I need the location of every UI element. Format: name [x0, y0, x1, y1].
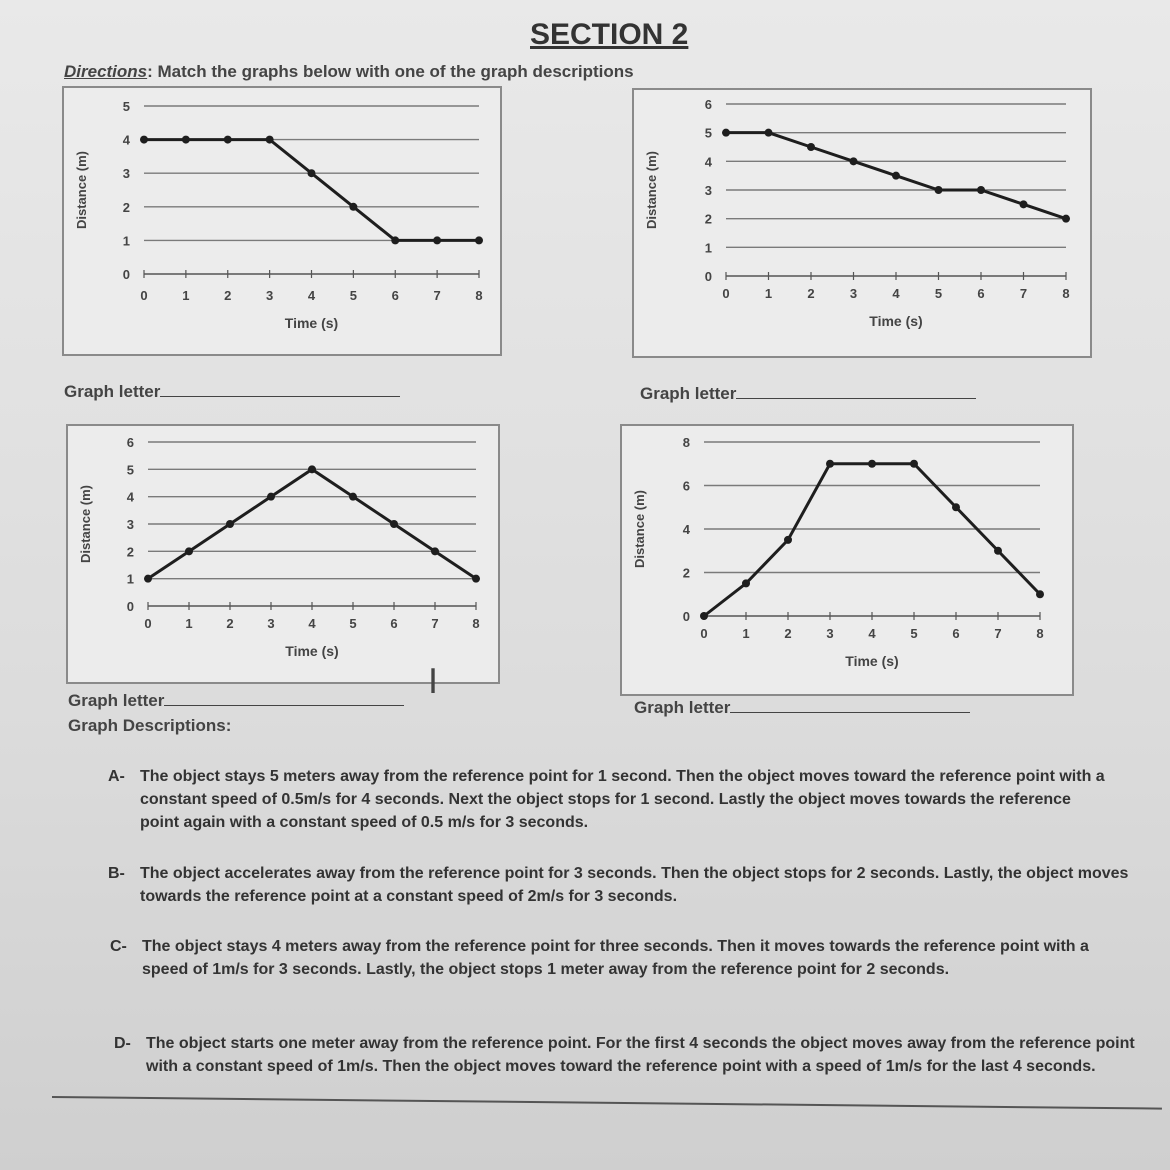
chart-4	[622, 426, 1072, 694]
x-axis-label: Time (s)	[869, 313, 923, 329]
x-tick-label: 1	[182, 288, 190, 303]
y-tick-label: 4	[126, 489, 134, 505]
data-point	[868, 460, 876, 468]
x-tick-label: 0	[722, 286, 730, 301]
data-point	[308, 169, 316, 177]
x-tick-label: 6	[977, 286, 985, 301]
graph-letter-3	[68, 691, 404, 711]
description-letter: A-	[108, 768, 125, 785]
description-d	[114, 1032, 1136, 1078]
data-point	[977, 186, 985, 194]
data-point	[722, 129, 730, 137]
data-point	[472, 575, 480, 583]
x-tick-label: 4	[308, 616, 316, 631]
y-tick-label: 1	[704, 240, 712, 256]
y-tick-label: 2	[126, 544, 134, 560]
x-tick-label: 8	[1062, 286, 1070, 301]
y-axis-label: Distance (m)	[644, 150, 659, 230]
y-tick-label: 6	[126, 435, 134, 450]
x-tick-label: 7	[431, 616, 439, 631]
x-axis-label: Time (s)	[284, 315, 339, 331]
data-point	[765, 129, 773, 137]
x-tick-label: 0	[144, 616, 152, 631]
x-tick-label: 7	[433, 288, 441, 303]
y-axis-label: Distance (m)	[78, 484, 93, 564]
data-point	[144, 575, 152, 583]
description-text: The object starts one meter away from the reference point. For the first 4 seconds the object moves away from the reference point with a constant speed of 1m/s. Then the object moves toward the reference point with a speed of 1m/s for the last 4 seconds.	[146, 1035, 1135, 1075]
y-tick-label: 1	[126, 571, 134, 587]
y-tick-label: 6	[682, 478, 690, 494]
x-tick-label: 1	[764, 286, 773, 301]
y-tick-label: 3	[704, 183, 712, 198]
data-point	[391, 236, 399, 244]
y-axis-label: Distance (m)	[632, 489, 647, 569]
y-tick-label: 4	[122, 132, 130, 148]
description-text: The object stays 4 meters away from the reference point for three seconds. Then it moves towards the reference point with a speed of 1m/s for 3 seconds. Lastly, the object stops 1 meter away from the reference point for 2 seconds.	[142, 938, 1089, 978]
description-text: The object stays 5 meters away from the reference point for 1 second. Then the object moves toward the reference point with a constant speed of 0.5m/s for 4 seconds. Next the object stops for 1 second. Lastly the object moves towards the reference point again with a constant speed of 0.5 m/s for 3 seconds.	[140, 768, 1105, 831]
data-point	[1036, 590, 1044, 598]
x-tick-label: 2	[226, 616, 234, 631]
x-tick-label: 3	[849, 286, 858, 301]
graph-letter-label: Graph letter	[68, 691, 165, 710]
x-tick-label: 6	[390, 616, 398, 631]
y-tick-label: 0	[704, 269, 712, 284]
graph-letter-4	[634, 698, 970, 718]
graph-letter-label: Graph letter	[634, 698, 731, 717]
data-point	[182, 136, 190, 144]
description-letter: B-	[108, 865, 125, 882]
x-tick-label: 5	[349, 616, 357, 631]
x-tick-label: 4	[307, 288, 316, 303]
y-tick-label: 3	[126, 517, 134, 532]
x-tick-label: 7	[994, 626, 1002, 641]
data-point	[226, 520, 234, 528]
description-letter: C-	[110, 938, 127, 955]
data-point	[433, 236, 441, 244]
data-point	[807, 143, 815, 151]
x-tick-label: 2	[784, 626, 792, 641]
chart-3-frame	[66, 424, 500, 684]
x-tick-label: 3	[826, 626, 834, 641]
x-axis-label: Time (s)	[845, 653, 899, 669]
text-cursor-icon: I	[428, 662, 439, 702]
x-tick-label: 3	[267, 616, 275, 631]
description-a	[108, 765, 1110, 834]
series-line	[704, 464, 1040, 616]
graph-letter-blank-1[interactable]	[160, 382, 400, 397]
x-tick-label: 4	[868, 626, 876, 641]
graph-letter-blank-2[interactable]	[736, 384, 976, 399]
x-axis-label: Time (s)	[285, 643, 339, 659]
y-tick-label: 1	[122, 233, 130, 249]
data-point	[935, 186, 943, 194]
y-tick-label: 5	[704, 125, 712, 141]
chart-4-frame	[620, 424, 1074, 696]
y-tick-label: 0	[122, 267, 130, 282]
data-point	[475, 236, 483, 244]
x-tick-label: 2	[807, 286, 815, 301]
data-point	[308, 465, 316, 473]
x-tick-label: 5	[934, 286, 943, 301]
x-tick-label: 8	[475, 288, 483, 303]
data-point	[390, 520, 398, 528]
chart-1	[64, 88, 500, 354]
y-tick-label: 0	[126, 599, 134, 614]
data-point	[224, 136, 232, 144]
graph-letter-blank-4[interactable]	[730, 698, 970, 713]
x-tick-label: 6	[952, 626, 960, 641]
chart-2	[634, 90, 1090, 356]
chart-2-frame	[632, 88, 1092, 358]
chart-1-frame	[62, 86, 502, 356]
data-point	[826, 460, 834, 468]
x-tick-label: 6	[391, 288, 399, 303]
directions	[64, 62, 634, 82]
graph-letter-label: Graph letter	[64, 382, 161, 401]
x-tick-label: 8	[472, 616, 480, 631]
data-point	[1062, 215, 1070, 223]
x-tick-label: 1	[185, 616, 193, 631]
data-point	[742, 579, 750, 587]
data-point	[185, 547, 193, 555]
description-letter: D-	[114, 1035, 131, 1052]
description-text: The object accelerates away from the reference point for 3 seconds. Then the object stops for 2 seconds. Lastly, the object moves towards the reference point at a constant speed of 2m/s for 3 seconds.	[140, 865, 1129, 905]
graph-letter-blank-3[interactable]	[164, 691, 404, 706]
data-point	[784, 536, 792, 544]
x-tick-label: 4	[892, 286, 900, 301]
directions-lead: Directions	[64, 62, 148, 81]
description-c	[110, 935, 1112, 981]
data-point	[892, 172, 900, 180]
data-point	[1020, 200, 1028, 208]
data-point	[431, 547, 439, 555]
y-tick-label: 5	[122, 99, 130, 114]
y-tick-label: 3	[122, 166, 130, 182]
data-point	[349, 493, 357, 501]
x-tick-label: 5	[349, 288, 357, 303]
y-tick-label: 6	[704, 97, 712, 112]
y-tick-label: 4	[704, 154, 712, 170]
x-tick-label: 0	[700, 626, 708, 641]
graph-letter-2	[640, 384, 976, 404]
graph-letter-label: Graph letter	[640, 384, 737, 403]
y-tick-label: 2	[704, 211, 712, 227]
chart-3	[68, 426, 498, 682]
y-tick-label: 2	[122, 199, 130, 215]
y-tick-label: 5	[126, 462, 134, 478]
y-tick-label: 8	[682, 435, 690, 450]
data-point	[850, 157, 858, 165]
x-tick-label: 8	[1036, 626, 1044, 641]
directions-text: : Match the graphs below with one of the graph descriptions	[147, 62, 634, 81]
x-tick-label: 5	[910, 626, 918, 641]
descriptions-heading: Graph Descriptions:	[68, 716, 232, 735]
section-title: SECTION 2	[530, 18, 689, 51]
x-tick-label: 3	[266, 288, 274, 303]
x-tick-label: 2	[224, 288, 232, 303]
x-tick-label: 1	[742, 626, 750, 641]
description-b	[108, 862, 1130, 908]
y-tick-label: 4	[682, 522, 690, 537]
data-point	[267, 493, 275, 501]
data-point	[700, 612, 708, 620]
y-axis-label: Distance (m)	[74, 150, 89, 230]
series-line	[144, 140, 479, 241]
y-tick-label: 0	[682, 609, 690, 624]
graph-letter-1	[64, 382, 400, 402]
x-tick-label: 0	[140, 288, 148, 303]
data-point	[910, 460, 918, 468]
data-point	[140, 136, 148, 144]
x-tick-label: 7	[1019, 286, 1028, 301]
bottom-divider	[52, 1096, 1162, 1110]
data-point	[266, 136, 274, 144]
data-point	[994, 547, 1002, 555]
y-tick-label: 2	[682, 565, 690, 581]
data-point	[349, 203, 357, 211]
data-point	[952, 503, 960, 511]
